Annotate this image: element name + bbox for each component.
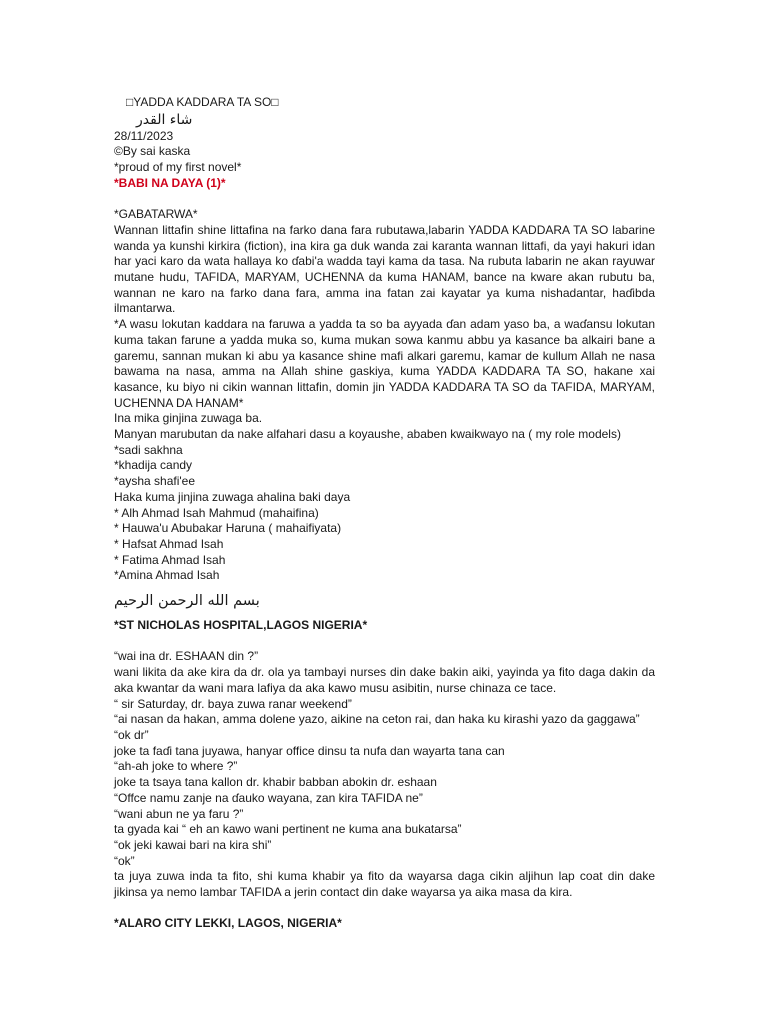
dialogue-line: “ai nasan da hakan, amma dolene yazo, aikine na ceton rai, dan haka ku kirashi yazo da gaggawa”: [114, 712, 640, 727]
dialogue-line: “wani abun ne ya faru ?”: [114, 806, 244, 821]
author: ©By sai kaska: [114, 144, 191, 159]
text-line: joke ta tsaya tana kallon dr. khabir babban abokin dr. eshaan: [114, 775, 437, 790]
dialogue-line: “ah-ah joke to where ?”: [114, 759, 238, 774]
list-item: *sadi sakhna: [114, 442, 183, 457]
basmala: بسم الله الرحمن الرحيم: [114, 593, 260, 610]
blank-line: [114, 192, 655, 208]
blank-line: [114, 634, 655, 650]
dialogue-line: “ok dr”: [114, 727, 149, 742]
blank-line: [114, 901, 655, 917]
paragraph: wani likita da ake kira da dr. ola ya tambayi nurses din dake bakin aiki, yayinda ya fito daga dakin da aka kwantar da wani mara lafiya da aka kawo musu asibitin, nurse chinaza ce tace.: [114, 665, 655, 695]
paragraph: Wannan littafin shine littafina na farko dana fara rubutawa,labarin YADDA KADDARA TA SO labarine wanda ya kunshi kirkira (fiction), ina kira ga duk wanda zai karanta wannan littafi, da yayi hakuri idan har yaci karo da wata hallaya ko ɗabi'a wadda tayi kama da tasa. Na rubuta labarin ne akan rayuwar mutane hudu, TAFIDA, MARYAM, UCHENNA da kuma HANAM, bance na kware akan rubutu ba, wannan ne karo na farko dana fara, amma ina fatan zai kayatar ya kuma nishadantar, haɗibda ilmantarwa.: [114, 222, 655, 316]
scene-heading: *ST NICHOLAS HOSPITAL,LAGOS NIGERIA*: [114, 618, 368, 633]
date: 28/11/2023: [114, 128, 174, 143]
text-line: ta gyada kai “ eh an kawo wani pertinent ne kuma ana bukatarsa”: [114, 822, 462, 837]
dialogue-line: “Offce namu zanje na ɗauko wayana, zan kira TAFIDA ne”: [114, 790, 423, 805]
document-body: [114, 95, 655, 932]
paragraph: ta juya zuwa inda ta fito, shi kuma khabir ya fito da wayarsa daga cikin aljihun lap coat din dake jikinsa ya nemo lambar TAFIDA a jerin contact din dake wayarsa ya aika masa da kira.: [114, 869, 655, 900]
scene-heading: *ALARO CITY LEKKI, LAGOS, NIGERIA*: [114, 916, 342, 931]
list-item: * Hafsat Ahmad Isah: [114, 536, 224, 551]
list-item: *Amina Ahmad Isah: [114, 568, 220, 583]
dialogue-line: “ok”: [114, 853, 135, 868]
list-item: *khadija candy: [114, 458, 193, 473]
chapter-heading: *BABI NA DAYA (1)*: [114, 175, 226, 190]
list-item: * Fatima Ahmad Isah: [114, 552, 226, 567]
blank-line: [114, 584, 655, 592]
text-line: Haka kuma jinjina zuwaga ahalina baki daya: [114, 489, 351, 504]
section-heading-gabatarwa: *GABATARWA*: [114, 207, 198, 222]
novel-title: □YADDA KADDARA TA SO□: [126, 95, 279, 109]
dialogue-line: “ok jeki kawai bari na kira shi”: [114, 837, 272, 852]
blank-line: [114, 610, 655, 618]
list-item: * Alh Ahmad Isah Mahmud (mahaifina): [114, 505, 319, 520]
text-line: Ina mika ginjina zuwaga ba.: [114, 411, 263, 426]
dialogue-line: “wai ina dr. ESHAAN din ?”: [114, 649, 259, 664]
text-line: joke ta faɗi tana juyawa, hanyar office dinsu ta nufa dan wayarta tana can: [114, 743, 505, 758]
text-line: Manyan marubutan da nake alfahari dasu a koyaushe, ababen kwaikwayo na ( my role models): [114, 427, 621, 442]
arabic-title: شاء القدر: [136, 111, 193, 128]
dialogue-line: “ sir Saturday, dr. baya zuwa ranar weekend”: [114, 696, 352, 711]
list-item: *aysha shafi'ee: [114, 474, 196, 489]
author-note: *proud of my first novel*: [114, 160, 242, 175]
list-item: * Hauwa'u Abubakar Haruna ( mahaifiyata): [114, 521, 342, 536]
paragraph: *A wasu lokutan kaddara na faruwa a yadda ta so ba ayyada ɗan adam yaso ba, a waɗansu lokutan kuma takan farune a yadda muka so, kuma mukan sowa kanmu abbu ya kasance ba alkairi bane a garemu, sannan mukan ki abu ya kasance shine mafi alkari garemu, kamar de kullum Allah ne nasa bawama na nasa, amma na Allah shine gaskiya, kuma YADDA KADDARA TA SO, hakane xai kasance, ku biyo ni cikin wannan littafin, domin jin YADDA KADDARA TA SO da TAFIDA, MARYAM, UCHENNA DA HANAM*: [114, 317, 655, 410]
